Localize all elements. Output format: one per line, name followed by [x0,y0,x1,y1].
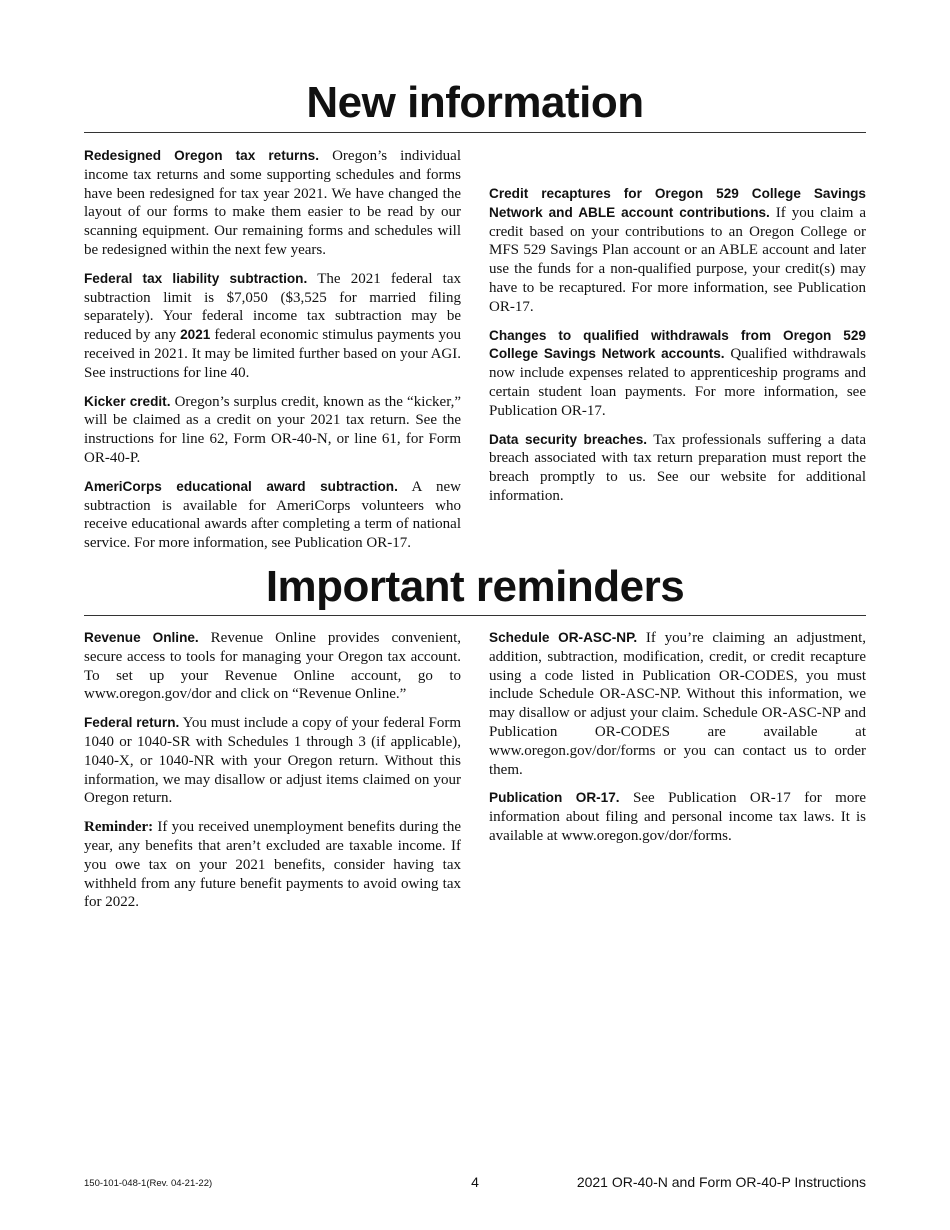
paragraph-reminder [84,818,461,912]
document-title: 2021 OR-40-N and Form OR-40-P Instructions [576,1174,866,1190]
paragraph-text: The 2021 federal tax subtraction limit is $7,050 ($3,525 for married filing separately). Your federal income tax subtraction may be reduced by any [84,270,462,344]
paragraph-heading: Credit recaptures for Oregon 529 College Savings Network and ABLE account contributions. [489,186,866,220]
paragraph-heading: Federal tax liability subtraction. [84,270,308,286]
reminders-right-column [489,629,866,856]
new-info-left-column [84,147,461,563]
paragraph-text: If you’re claiming an adjustment, addition, subtraction, modification, credit, or credit recapture using a code listed in Publication OR-CODES, you must include Schedule OR-ASC-NP. Without this information, we may disallow or adjust your claim. Schedule OR-ASC-NP and Publication OR-CODES are available at www.oregon.gov/dor/forms or you can contact us to order them. [489,630,866,778]
paragraph-federal-tax-subtraction [84,270,461,383]
important-reminders-title: Important reminders [265,562,685,611]
paragraph-schedule-or-asc-np [489,629,866,779]
paragraph-text: A new subtraction is available for AmeriCorps volunteers who receive educational awards after completing a term of national service. For more information, see Publication OR-17. [84,478,461,552]
paragraph-text: You must include a copy of your federal Form 1040 or 1040-SR with Schedules 1 through 3 (if applicable), 1040-X, or 1040-NR with your Oregon return. Without this information, we may disallow or adjust items claimed on your Oregon return. [84,715,461,807]
paragraph-heading: Revenue Online. [84,630,199,645]
paragraph-heading: Kicker credit. [84,393,171,409]
paragraph-heading: Schedule OR-ASC-NP. [489,630,638,645]
emphasis-year: 2021 [180,327,211,343]
paragraph-text: If you received unemployment benefits during the year, any benefits that aren’t excluded are taxable income. If you owe tax on your 2021 benefits, consider having tax withheld from any future benefit payments to avoid owing tax for 2022. [84,819,461,911]
new-info-right-column [489,147,866,516]
paragraph-americorps [84,478,461,553]
paragraph-redesigned-returns [84,147,461,260]
paragraph-text: federal economic stimulus payments you received in 2021. It may be limited further based on your AGI. See instructions for line 40. [84,327,461,381]
form-code: 150-101-048-1(Rev. 04-21-22) [84,1178,213,1189]
paragraph-text: See Publication OR-17 for more information about filing and personal income tax laws. It is available at www.oregon.gov/dor/forms. [489,790,866,844]
paragraph-qualified-withdrawals [489,327,866,421]
paragraph-text: If you claim a credit based on your contributions to an Oregon College or MFS 529 Savings Plan account or an ABLE account and later use the funds for a non-qualified purpose, your credit(s) may have to be recaptured. For more information, see Publication OR-17. [489,204,867,315]
paragraph-heading: Reminder: [84,819,154,836]
paragraph-heading: AmeriCorps educational award subtraction. [84,478,398,494]
paragraph-heading: Redesigned Oregon tax returns. [84,148,319,163]
paragraph-revenue-online [84,629,461,704]
paragraph-heading: Publication OR-17. [489,790,620,806]
paragraph-federal-return [84,714,461,808]
paragraph-text: Revenue Online provides convenient, secure access to tools for managing your Oregon tax account. To set up your Revenue Online account, go to www.oregon.gov/dor and click on “Revenue Online.” [84,630,462,703]
paragraph-credit-recaptures [489,185,866,317]
paragraph-heading: Data security breaches. [489,431,648,447]
new-information-title: New information [306,78,644,127]
paragraph-text: Oregon’s individual income tax returns and some supporting schedules and forms have been redesigned for tax year 2021. We have changed the layout of our forms to make them easier to be read by our scanning equipment. Our remaining forms and schedules will be redesigned within the next few years. [84,148,461,258]
reminders-left-column [84,629,461,922]
page-number: 4 [471,1174,479,1190]
paragraph-heading: Federal return. [84,715,180,731]
title-rule [84,615,866,616]
paragraph-data-security [489,431,866,506]
paragraph-text: Qualified withdrawals now include expenses related to apprenticeship programs and certain student loan payments. For more information, see Publication OR-17. [489,346,866,419]
paragraph-heading: Changes to qualified withdrawals from Oregon 529 College Savings Network accounts. [489,327,866,362]
paragraph-text: Tax professionals suffering a data breach associated with tax return preparation must report the breach promptly to us. See our website for additional information. [489,431,866,504]
title-rule [84,132,866,133]
paragraph-kicker-credit [84,393,461,468]
paragraph-text: Oregon’s surplus credit, known as the “kicker,” will be claimed as a credit on your 2021 tax return. See the instructions for line 62, Form OR-40-N, or line 61, for Form OR-40-P. [84,393,461,466]
paragraph-publication-or-17 [489,789,866,845]
